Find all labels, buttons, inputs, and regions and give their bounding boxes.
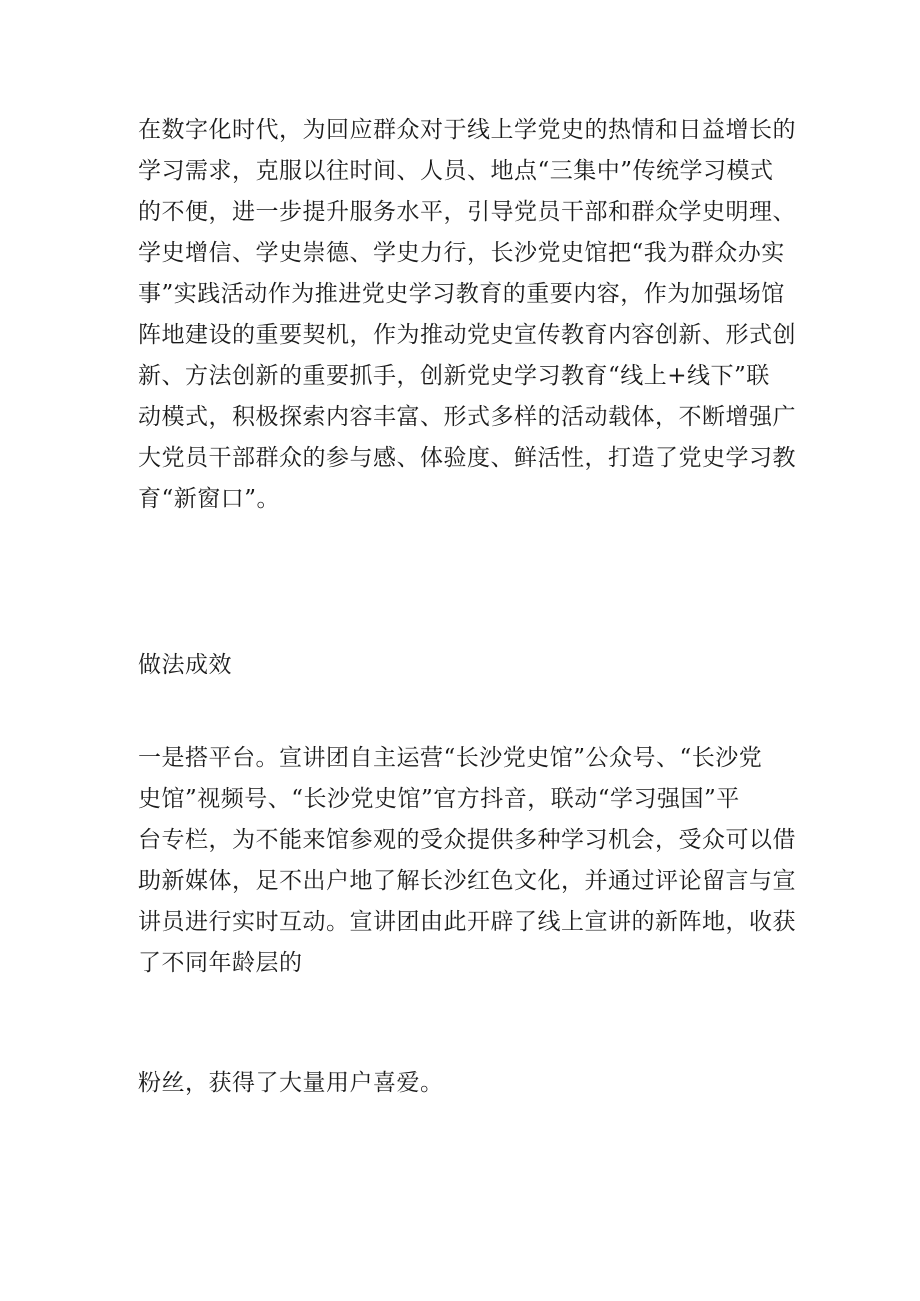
text-line: 了不同年龄层的 (138, 950, 303, 976)
text-line: 助新媒体，足不出户地了解长沙红色文化，并通过评论留言与宣 (138, 868, 796, 894)
platform-paragraph (138, 738, 808, 984)
text-line: 学史增信、学史崇德、学史力行，长沙党史馆把“我为群众办实 (138, 240, 785, 266)
text-line: 大党员干部群众的参与感、体验度、鲜活性，打造了党史学习教 (138, 445, 796, 471)
text-line: 在数字化时代，为回应群众对于线上学党史的热情和日益增长的 (138, 117, 796, 143)
intro-paragraph (138, 110, 808, 520)
text-line: 动模式，积极探索内容丰富、形式多样的活动载体，不断增强广 (138, 404, 796, 430)
closing-paragraph (138, 1063, 808, 1104)
section-heading-text: 做法成效 (138, 652, 232, 678)
text-line: 育“新窗口”。 (138, 486, 281, 512)
text-line: 学习需求，克服以往时间、人员、地点“三集中”传统学习模式 (138, 158, 774, 184)
text-line: 新、方法创新的重要抓手，创新党史学习教育“线上+线下”联 (138, 363, 770, 389)
text-line: 事”实践活动作为推进党史学习教育的重要内容，作为加强场馆 (138, 281, 785, 307)
text-line: 阵地建设的重要契机，作为推动党史宣传教育内容创新、形式创 (138, 322, 796, 348)
text-line: 一是搭平台。宣讲团自主运营“长沙党史馆”公众号、“长沙党 (138, 745, 763, 771)
section-heading (138, 645, 808, 686)
text-line: 的不便，进一步提升服务水平，引导党员干部和群众学史明理、 (138, 199, 796, 225)
text-line: 粉丝，获得了大量用户喜爱。 (138, 1070, 444, 1096)
text-line: 史馆”视频号、“长沙党史馆”官方抖音，联动“学习强国”平 (138, 786, 740, 812)
text-line: 讲员进行实时互动。宣讲团由此开辟了线上宣讲的新阵地，收获 (138, 909, 796, 935)
text-line: 台专栏，为不能来馆参观的受众提供多种学习机会，受众可以借 (138, 827, 796, 853)
